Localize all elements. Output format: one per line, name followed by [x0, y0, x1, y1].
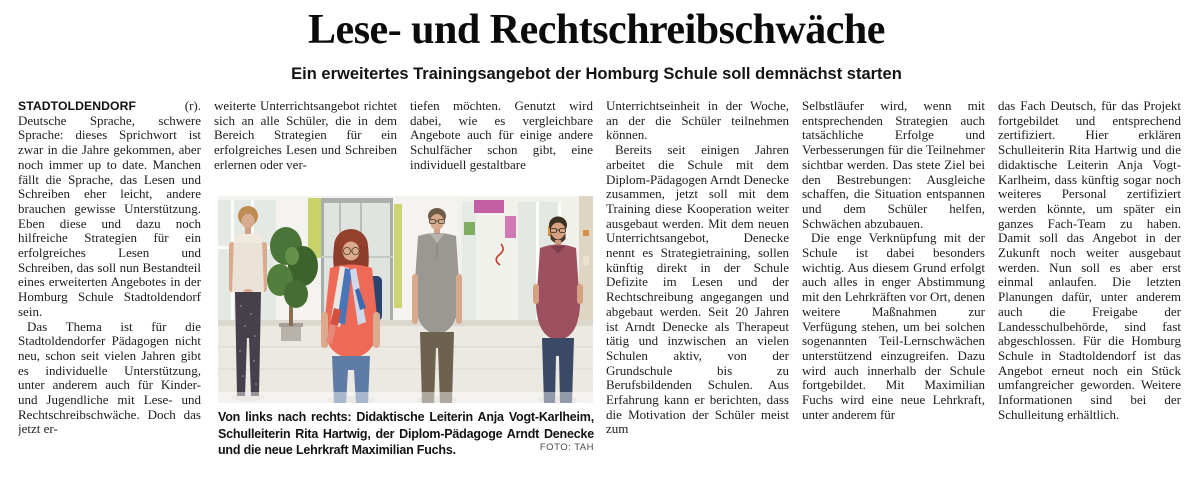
article-paragraph: das Fach Deutsch, für das Projekt fortgebildet und entsprechend zertifiziert. Hier erklären Schulleiterin Rita Hartwig und die didaktische Leiterin Anja Vogt-Karlheim, dass künftig sogar noch weiteres Personal zertifiziert werden könnte, um später ein ganzes Fach-Team zu haben. Damit soll das Angebot in der Zukunft noch weiter ausgebaut werden. Nun soll es aber erst einmal anlaufen. Die letzten Planungen dafür, unter anderem auch die Freigabe der Landesschulbehörde, sind fast abgeschlossen. Für die Homburg Schule in Stadtoldendorf ist das Angebot erneut noch ein Stück umfangreicher geworden. Weitere Informationen sind bei der Schulleitung erhältlich. — [998, 99, 1181, 422]
photo-caption — [218, 409, 594, 459]
article-column-2 — [214, 99, 397, 181]
article-paragraph: weiterte Unterrichtsangebot richtet sich an alle Schüler, die in dem Bereich Strategien für ein erfolgreiches Lesen und Schreiben erlernen oder ver- — [214, 99, 397, 172]
article-column-3 — [410, 99, 593, 181]
article-column-6 — [998, 99, 1181, 471]
article-headline: Lese- und Rechtschreibschwäche — [308, 7, 885, 53]
article-column-4 — [606, 99, 789, 471]
photo-credit: FOTO: TAH — [532, 440, 594, 457]
dateline: STADTOLDENDORF — [18, 99, 137, 113]
article-paragraph: tiefen möchten. Genutzt wird dabei, wie es vergleichbare Angebote auch für einige andere Schulfächer schon gibt, eine individuell gestaltbare — [410, 99, 593, 172]
article-paragraph: Bereits seit einigen Jahren arbeitet die Schule mit dem Diplom-Pädagogen Arndt Denecke zusammen, jetzt soll mit dem Training diese Kooperation weiter ausgebaut werden. Mit dem neuen Unterrichtsangebot, Denecke nennt es Strategietraining, sollen künftig direkt in der Schule Defizite im Lesen und der Rechtschreibung angegangen und abgebaut werden. Seit 20 Jahren ist Arndt Denecke als Therapeut tätig und inzwischen an vielen Schulen aktiv, von der Grundschule bis zu Berufsbildenden Schulen. Aus Erfahrung kann er berichten, dass die Motivation der Schüler meist zum — [606, 142, 789, 437]
article-photo — [218, 196, 593, 403]
article-paragraph: Die enge Verknüpfung mit der Schule ist dabei besonders wichtig. Aus diesem Grund erfolgt auch alles in enger Abstimmung mit den Lehrkräften vor Ort, denen weitere Maßnahmen zur Verfügung stehen, um bei solchen sogenannten Teil-Lernschwächen unterstützend einzugreifen. Dazu wird auch innerhalb der Schule fortgebildet. Mit Maximilian Fuchs wird eine neue Lehrkraft, unter anderem für — [802, 230, 985, 422]
photo-caption-text: Von links nach rechts: Didaktische Leiterin Anja Vogt-Karlheim, Schulleiterin Rita Hartwig, der Diplom-Pädagoge Arndt Denecke und die neue Lehrkraft Maximilian Fuchs. — [218, 410, 594, 457]
article-column-1 — [18, 99, 201, 471]
article-paragraph: STADTOLDENDORF (r). Deutsche Sprache, schwere Sprache: dieses Sprichwort ist zwar in die Jahre gekommen, aber noch immer up to date. Manchen fällt die Sprache, das Lesen und Schreiben eher leicht, andere brauchen gewisse Unterstützung. Eben diese und dazu noch hilfreiche Strategien für ein erfolgreiches Lesen und Schreiben, das soll nun Bestandteil eines erweiterten Angebotes in der Homburg Schule Stadtoldendorf sein. — [18, 99, 201, 319]
article-subheadline: Ein erweitertes Trainingsangebot der Homburg Schule soll demnächst starten — [291, 65, 902, 83]
article-photo-illustration — [218, 196, 593, 403]
article-paragraph: Selbstläufer wird, wenn mit entsprechenden Strategien auch tatsächliche Erfolge und Verbesserungen für die Teilnehmer sichtbar werden. Das stete Ziel bei den Bestrebungen: Ausgleiche schaffen, die Situation entspannen und dem Schüler helfen, Schwächen abzubauen. — [802, 99, 985, 231]
article-paragraph: Das Thema ist für die Stadtoldendorfer Pädagogen nicht neu, schon seit vielen Jahren gibt es individuelle Unterstützung, unter anderem auch für Kinder- und Jugendliche mit Lese- und Rechtschreibschwäche. Doch das jetzt er- — [18, 318, 201, 437]
article-paragraph: Unterrichtseinheit in der Woche, an der die Schüler teilnehmen können. — [606, 99, 789, 143]
article-column-5 — [802, 99, 985, 471]
